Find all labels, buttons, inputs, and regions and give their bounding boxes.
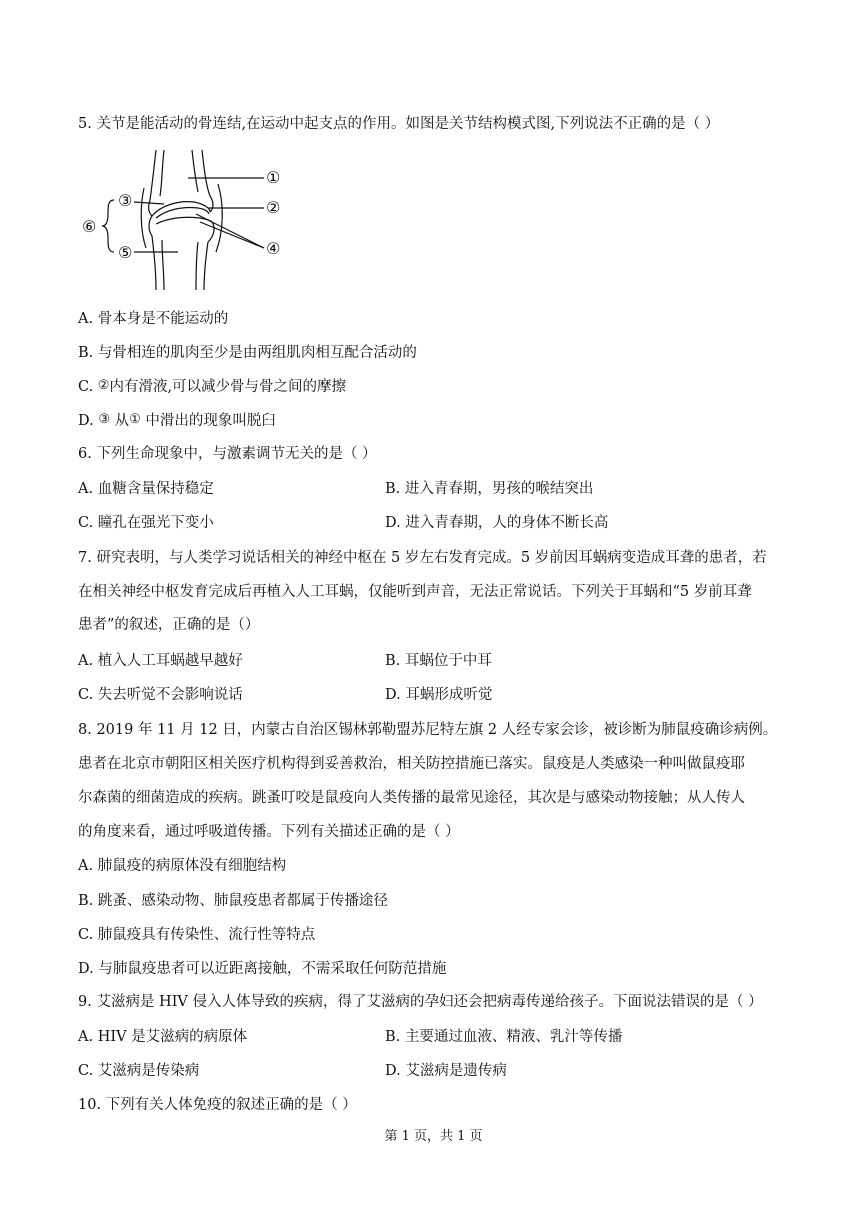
q8-option-d: D. 与肺鼠疫患者可以近距离接触，不需采取任何防范措施 bbox=[78, 961, 447, 977]
label-5: ⑤ bbox=[118, 243, 133, 262]
joint-capsule bbox=[141, 188, 146, 248]
label-2: ② bbox=[266, 198, 281, 217]
q8-stem-line4: 的角度来看，通过呼吸道传播。下列有关描述正确的是（ ） bbox=[78, 824, 460, 840]
q5-option-d-prefix: D. bbox=[78, 413, 99, 429]
q6-option-a: A. 血糖含量保持稳定 bbox=[78, 481, 214, 497]
lower-bone-inner-right bbox=[196, 242, 198, 290]
q7-option-a: A. 植入人工耳蜗越早越好 bbox=[78, 653, 243, 669]
q9-options-row1 bbox=[78, 1027, 623, 1047]
q5-option-a: A. 骨本身是不能运动的 bbox=[78, 311, 229, 327]
label-1: ① bbox=[266, 168, 281, 187]
q6-options-row2 bbox=[78, 513, 609, 533]
q5-option-c-circle: ② bbox=[97, 378, 110, 393]
q8-stem-line2: 患者在北京市朝阳区相关医疗机构得到妥善救治，相关防控措施已落实。鼠疫是人类感染一种叫做鼠疫耶 bbox=[78, 756, 745, 772]
q9-stem: 9. 艾滋病是 HIV 侵入人体导致的疾病，得了艾滋病的孕妇还会把病毒传递给孩子。下面说法错误的是（ ） bbox=[78, 994, 763, 1010]
q8-stem-line3: 尔森菌的细菌造成的疾病。跳蚤叮咬是鼠疫向人类传播的最常见途径，其次是与感染动物接触；从人传人 bbox=[78, 790, 745, 806]
upper-bone-right-outline bbox=[202, 150, 213, 212]
q5-option-d-circle2: ① bbox=[129, 412, 141, 427]
upper-bone-inner-left bbox=[160, 150, 164, 196]
q7-options-row1 bbox=[78, 651, 492, 671]
q6-option-c: C. 瞳孔在强光下变小 bbox=[78, 515, 214, 531]
q6-option-b: B. 进入青春期，男孩的喉结突出 bbox=[385, 481, 594, 497]
q10-stem: 10. 下列有关人体免疫的叙述正确的是（ ） bbox=[78, 1097, 357, 1113]
q7-option-b: B. 耳蜗位于中耳 bbox=[385, 653, 492, 669]
q5-option-d-circle1: ③ bbox=[98, 412, 110, 427]
q8-option-b: B. 跳蚤、感染动物、肺鼠疫患者都属于传播途径 bbox=[78, 893, 388, 909]
q6-stem: 6. 下列生命现象中，与激素调节无关的是（ ） bbox=[78, 446, 377, 462]
q5-option-c-prefix: C. bbox=[78, 379, 98, 395]
q9-option-d: D. 艾滋病是遗传病 bbox=[385, 1063, 507, 1079]
q9-option-b: B. 主要通过血液、精液、乳汁等传播 bbox=[385, 1029, 623, 1045]
label-6: ⑥ bbox=[82, 217, 97, 236]
q8-stem-line1: 8. 2019 年 11 月 12 日，内蒙古自治区锡林郭勒盟苏尼特左旗 2 人经专家会诊，被诊断为肺鼠疫确诊病例。 bbox=[78, 722, 778, 738]
lower-bone-inner-left bbox=[162, 240, 164, 290]
q6-option-d: D. 进入青春期，人的身体不断长高 bbox=[385, 515, 609, 531]
upper-bone-left-outline bbox=[149, 150, 156, 216]
q5-option-b: B. 与骨相连的肌肉至少是由两组肌肉相互配合活动的 bbox=[78, 345, 417, 361]
lower-bone-left-outline bbox=[149, 216, 156, 290]
q6-options-row1 bbox=[78, 479, 594, 499]
leader-4a bbox=[196, 214, 264, 248]
label-4: ④ bbox=[266, 239, 281, 258]
q8-option-c: C. 肺鼠疫具有传染性、流行性等特点 bbox=[78, 927, 316, 943]
lower-bone-right-outline bbox=[204, 222, 214, 290]
q9-options-row2 bbox=[78, 1061, 507, 1081]
q5-option-d bbox=[78, 410, 276, 431]
joint-capsule-right bbox=[216, 184, 222, 252]
q7-stem-line1: 7. 研究表明，与人类学习说话相关的神经中枢在 5 岁左右发育完成。5 岁前因耳蜗病变造成耳聋的患者，若 bbox=[78, 550, 767, 566]
upper-bone-inner-right bbox=[192, 150, 198, 192]
q7-options-row2 bbox=[78, 685, 493, 705]
q8-option-a: A. 肺鼠疫的病原体没有细胞结构 bbox=[78, 858, 287, 874]
q5-option-c bbox=[78, 376, 346, 397]
q7-stem-line3: 患者”的叙述，正确的是（） bbox=[78, 617, 260, 633]
q5-option-c-text: 内有滑液,可以减少骨与骨之间的摩擦 bbox=[109, 379, 347, 395]
leader-4b bbox=[200, 222, 264, 248]
q7-option-d: D. 耳蜗形成听觉 bbox=[385, 687, 493, 703]
q5-option-d-mid: 从 bbox=[114, 413, 130, 429]
q9-option-c: C. 艾滋病是传染病 bbox=[78, 1063, 200, 1079]
q7-stem-line2: 在相关神经中枢发育完成后再植入人工耳蜗，仅能听到声音，无法正常说话。下列关于耳蜗和“5 岁前耳聋 bbox=[78, 584, 752, 600]
q7-option-c: C. 失去听觉不会影响说话 bbox=[78, 687, 243, 703]
label-3: ③ bbox=[118, 191, 133, 210]
q9-option-a: A. HIV 是艾滋病的病原体 bbox=[78, 1029, 248, 1045]
page-footer: 第 1 页，共 1 页 bbox=[384, 1129, 483, 1144]
q5-stem: 5. 关节是能活动的骨连结,在运动中起支点的作用。如图是关节结构模式图,下列说法不正确的是（ ） bbox=[78, 116, 720, 132]
brace-6 bbox=[102, 200, 114, 252]
joint-structure-diagram bbox=[78, 148, 298, 293]
q5-option-d-text: 中滑出的现象叫脱臼 bbox=[145, 413, 276, 429]
